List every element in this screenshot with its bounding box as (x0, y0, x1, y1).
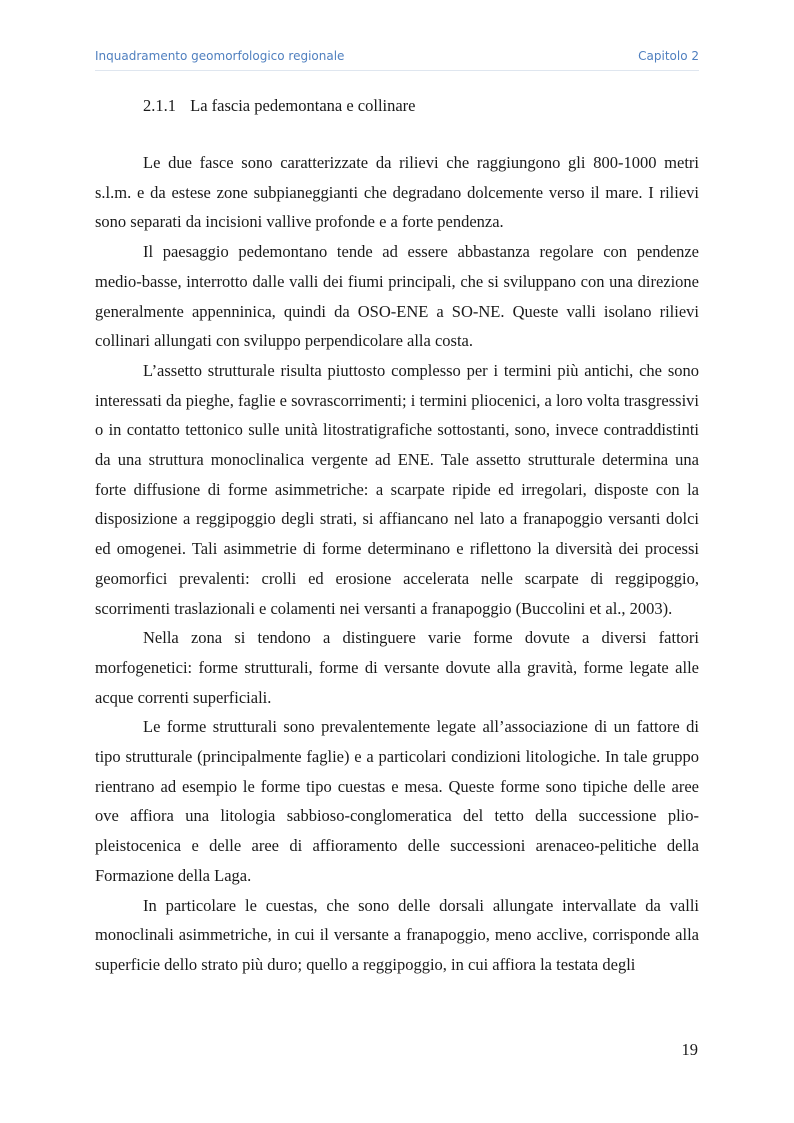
paragraph: Le due fasce sono caratterizzate da rilievi che raggiungono gli 800-1000 metri s.l.m. e da estese zone subpianeggianti che degradano dolcemente verso il mare. I rilievi sono separati da incisioni vallive profonde e a forte pendenza. (95, 153, 699, 232)
paragraph: Le forme strutturali sono prevalentemente legate all’associazione di un fattore di tipo strutturale (principalmente faglie) e a particolari condizioni litologiche. In tale gruppo rientrano ad esempio le forme tipo cuestas e mesa. Queste forme sono tipiche delle aree ove affiora una litologia sabbioso-conglomeratica del tetto della successione plio-pleistocenica e delle aree di affioramento delle successioni arenaceo-pelitiche della Formazione della Laga. (95, 717, 699, 885)
header-chapter-number: Capitolo 2 (638, 49, 699, 63)
section-heading (143, 96, 416, 116)
section-number: 2.1.1 (143, 96, 176, 115)
paragraph: Il paesaggio pedemontano tende ad essere abbastanza regolare con pendenze medio-basse, interrotto dalle valli dei fiumi principali, che si sviluppano con una direzione generalmente appenninica, quindi da OSO-ENE a SO-NE. Queste valli isolano rilievi collinari allungati con sviluppo perpendicolare alla costa. (95, 242, 699, 351)
paragraph: In particolare le cuestas, che sono delle dorsali allungate intervallate da valli monoclinali asimmetriche, in cui il versante a franapoggio, meno acclive, corrisponde alla superficie dello strato più duro; quello a reggipoggio, in cui affiora la testata degli (95, 895, 699, 974)
header-chapter-title: Inquadramento geomorfologico regionale (95, 49, 345, 63)
section-title: La fascia pedemontana e collinare (190, 96, 416, 115)
body-text (95, 148, 699, 980)
page-number: 19 (681, 1040, 698, 1059)
running-header (95, 49, 699, 65)
paragraph: Nella zona si tendono a distinguere varie forme dovute a diversi fattori morfogenetici: forme strutturali, forme di versante dovute alla gravità, forme legate alle acque correnti superficiali. (95, 628, 699, 707)
paragraph: L’assetto strutturale risulta piuttosto complesso per i termini più antichi, che sono interessati da pieghe, faglie e sovrascorrimenti; i termini pliocenici, a loro volta trasgressivi o in contatto tettonico sulle unità litostratigrafiche sottostanti, sono, invece contraddistinti da una struttura monoclinalica vergente ad ENE. Tale assetto strutturale determina una forte diffusione di forme asimmetriche: a scarpate ripide ed irregolari, disposte con la disposizione a reggipoggio degli strati, si affiancano nel lato a franapoggio versanti dolci ed omogenei. Tali asimmetrie di forme determinano e riflettono la diversità dei processi geomorfici prevalenti: crolli ed erosione accelerata nelle scarpate di reggipoggio, scorrimenti traslazionali e colamenti nei versanti a franapoggio (Buccolini et al., 2003). (95, 360, 699, 618)
header-divider (95, 70, 699, 71)
